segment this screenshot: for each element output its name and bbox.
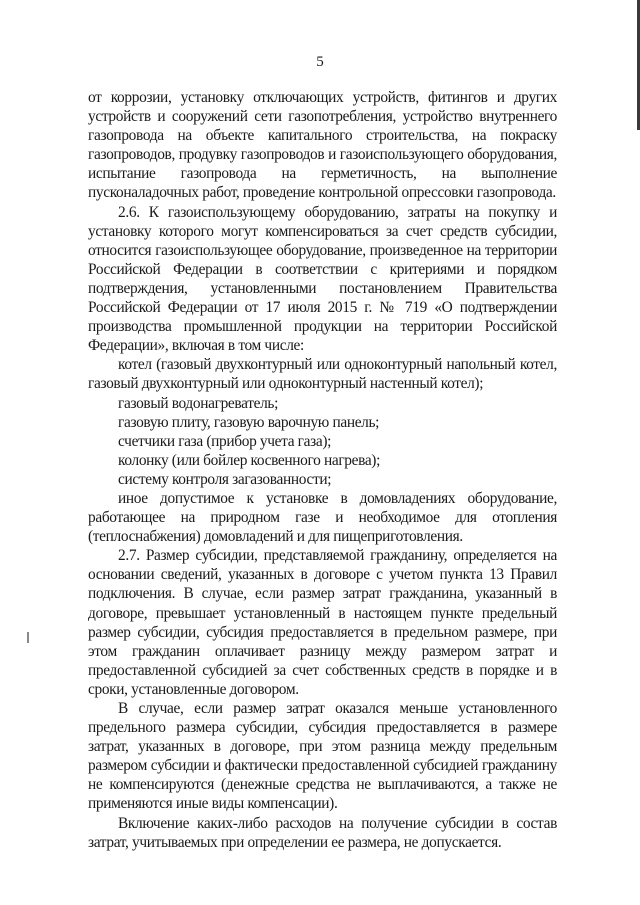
document-body [88, 88, 557, 852]
list-item-gas-control: систему контроля загазованности; [118, 470, 332, 488]
list-item-column: колонку (или бойлер косвенного нагрева); [118, 451, 381, 469]
paragraph-2-6: 2.6. К газоиспользующему оборудованию, затраты на покупку и установку которого могут компенсироваться за счет средств субсидии, относится газоиспользующее оборудование, произведенное на территории Российской Федерации в соответствии с критериями и порядком подтверждения, установленными постановлением Правительства Российской Федерации от 17 июля 2015 г. № 719 «О подтверждении производства промышленной продукции на территории Российской Федерации», включая в том числе: [88, 203, 557, 355]
list-item-boiler: котел (газовый двухконтурный или одноконтурный напольный котел, газовый двухконтурный или одноконтурный настенный котел); [88, 356, 557, 393]
list-item-other-equipment: иное допустимое к установке в домовладениях оборудование, работающее на природном газе и необходимое для отопления (теплоснабжения) домовладений и для пищеприготовления. [88, 489, 557, 546]
paragraph-equipment-continuation: от коррозии, установку отключающих устройств, фитингов и других устройств и сооружений сети газопотребления, устройство внутреннего газопровода на объекте капитального строительства, на покраску газопроводов, продувку газопроводов и газоиспользующего оборудования, испытание газопровода на герметичность, на выполнение пусконаладочных работ, проведение контрольной опрессовки газопровода. [88, 89, 557, 202]
list-item-gas-stove: газовую плиту, газовую варочную панель; [118, 413, 380, 431]
list-item-water-heater: газовый водонагреватель; [118, 394, 278, 412]
paragraph-excluded-costs: Включение каких-либо расходов на получение субсидии в состав затрат, учитываемых при определении ее размера, не допускается. [88, 814, 557, 851]
list-item-gas-meter: счетчики газа (прибор учета газа); [118, 432, 332, 450]
paragraph-2-7: 2.7. Размер субсидии, представляемой гражданину, определяется на основании сведений, указанных в договоре с учетом пункта 13 Правил подключения. В случае, если размер затрат гражданина, указанный в договоре, превышает установленный в настоящем пункте предельный размер субсидии, субсидия предоставляется в предельном размере, при этом гражданин оплачивает разницу между размером затрат и предоставленной субсидией за счет собственных средств в порядке и в сроки, установленные договором. [88, 547, 557, 698]
scan-margin-mark [27, 632, 29, 643]
page-number: 5 [316, 54, 324, 70]
paragraph-lower-costs: В случае, если размер затрат оказался меньше установленного предельного размера субсидии, субсидия предоставляется в размере затрат, указанных в договоре, при этом разница между предельным размером субсидии и фактически предоставленной субсидией гражданину не компенсируются (денежные средства не выплачиваются, а также не применяются иные виды компенсации). [88, 700, 557, 813]
